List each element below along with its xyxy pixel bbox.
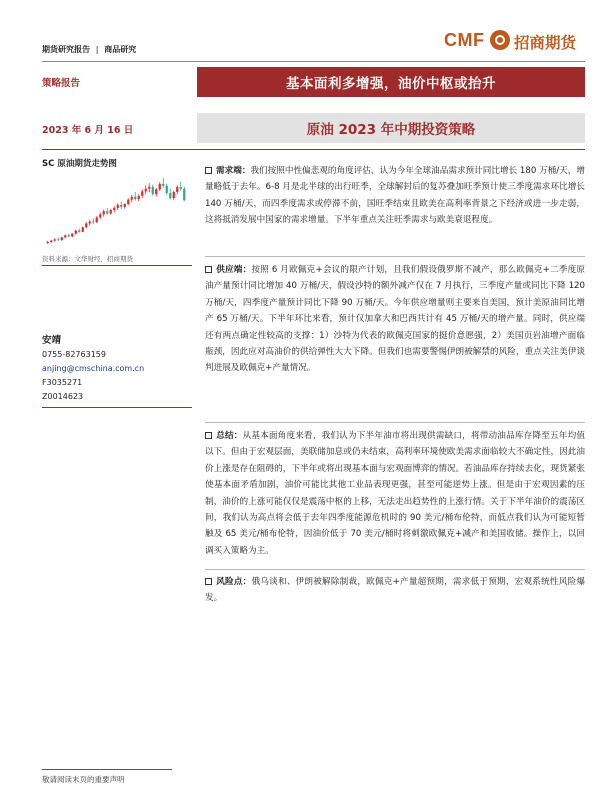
report-date: 2023 年 6 月 16 日 — [42, 125, 134, 136]
candle-body — [92, 222, 94, 223]
candle-body — [169, 193, 171, 198]
candle-body — [47, 242, 49, 243]
candle-body — [120, 205, 122, 207]
candle-body — [176, 187, 178, 192]
title-bar — [197, 113, 585, 143]
author-phone: 0755-82763159 — [42, 350, 106, 359]
candle-body — [159, 184, 161, 189]
brand-cmf-text: CMF — [444, 30, 485, 50]
point-text: 按照 6 月欧佩克+会议的限产计划，且我们假设俄罗斯不减产，那么欧佩克+二季度原油产量预计同比增加 40 万桶/天，假设沙特的额外减产仅在 7 月执行，三季度产量或同比下降 120 万桶/天，四季度产量预计同比下降 90 万桶/天。今年供应增量则主要来自美国，预计美原油同比增产 65 万桶/天。下半年环比来看，预计仅加拿大和巴西共计有 45 万桶/天的增产量。同时，供应端还有两点确定性较高的支撑：1）沙特为代表的欧佩克国家的挺价意愿强，2）美国页岩油增产面临瓶颈，因此应对高油价的供给弹性大大下降。但我们也需要警惕伊朗被解禁的风险，重点关注美伊谈判进展及欧佩克+产量情况。 — [205, 265, 585, 374]
report-title: 原油 2023 年中期投资策略 — [306, 122, 476, 138]
brand-emblem-inner-icon — [495, 35, 505, 45]
breadcrumb-separator: | — [95, 45, 99, 54]
header-divider — [42, 61, 585, 62]
point-divider-2 — [205, 422, 585, 423]
author-name: 安靖 — [42, 335, 62, 346]
point-text: 我们按照中性偏悲观的角度评估，认为今年全球油品需求预计同比增长 180 万桶/天，增量略低于去年。6-8 月是北半球的出行旺季，全球解封后的复苏叠加旺季预计使三季度需求环比增长 140 万桶/天，而四季度需求或停滞不前，国旺季结束且欧美在高利率背景之下经济或进一步走弱，这将抵消发展中国家的需求增量。下半年重点关注旺季需求与欧美衰退程度。 — [205, 166, 585, 226]
candle-body — [64, 235, 66, 237]
candle-body — [89, 222, 91, 224]
candle-body — [106, 211, 108, 213]
candle-body — [78, 231, 80, 232]
candle-body — [134, 197, 136, 199]
headline-text: 基本面利多增强，油价中枢或抬升 — [286, 76, 496, 92]
checkbox-bullet-icon — [205, 167, 212, 174]
candle-body — [110, 210, 112, 214]
candle-body — [82, 227, 84, 232]
chart-background — [42, 172, 190, 250]
point-divider-1 — [205, 256, 585, 257]
candle-body — [54, 239, 56, 240]
candle-body — [85, 223, 87, 227]
candle-body — [152, 187, 154, 194]
candle-body — [127, 200, 129, 204]
candle-body — [96, 217, 98, 222]
candle-body — [141, 191, 143, 195]
sc-crude-chart — [42, 172, 190, 250]
candle-body — [99, 214, 101, 217]
point-divider-3 — [205, 569, 585, 570]
candle-body — [138, 196, 140, 199]
point-risk — [205, 574, 585, 607]
candle-body — [180, 187, 182, 189]
point-label: 供应端： — [216, 265, 252, 275]
candle-body — [113, 208, 115, 210]
candle-body — [75, 231, 77, 234]
candle-body — [61, 237, 63, 240]
candle-body — [57, 239, 59, 240]
candle-body — [148, 187, 150, 189]
footer-disclaimer[interactable]: 敬请阅读末页的重要声明 — [42, 775, 125, 784]
candle-body — [50, 241, 52, 242]
candle-body — [155, 189, 157, 194]
point-label: 总结： — [216, 431, 243, 441]
candle-body — [71, 234, 73, 237]
candle-body — [183, 189, 185, 200]
candle-body — [103, 211, 105, 214]
checkbox-bullet-icon — [205, 266, 212, 273]
title-divider — [42, 149, 585, 150]
license-number-1: F3035271 — [42, 378, 83, 387]
brand-logo — [444, 29, 584, 55]
breadcrumb-left: 期货研究报告 — [42, 45, 90, 54]
chart-title: SC 原油期货走势图 — [42, 159, 117, 169]
point-demand — [205, 163, 585, 229]
sidebar-divider-1 — [42, 265, 192, 266]
candle-body — [145, 189, 147, 192]
breadcrumb-right: 商品研究 — [104, 45, 137, 54]
breadcrumb — [42, 44, 136, 55]
candle-body — [117, 205, 119, 208]
point-text: 从基本面角度来看，我们认为下半年油市将出现供需缺口，将带动油品库存降至五年均值以下。但由于宏观层面，美联储加息或仍未结束，高利率环境使欧美需求面临较大不确定性，因此油价上涨是存在阻碍的，下半年或将出现基本面与宏观面博弈的情况。若油品库存持续去化，现货紧张使基本面矛盾加剧，油价可能比其他工业品表现更强，甚至可能逆势上涨。但是由于宏观因素的压制，油价的上涨可能仅仅是震荡中枢的上移，无法走出趋势性的上涨行情。关于下半年油价的震荡区间，我们认为高点将会低于去年四季度能源危机时的 90 美元/桶布伦特，而低点我们认为可能短暂触及 65 美元/桶布伦特，因油价低于 70 美元/桶时将刺激欧佩克+减产和美国收储。操作上，以回调买入策略为主。 — [205, 431, 585, 556]
checkbox-bullet-icon — [205, 432, 212, 439]
point-summary — [205, 428, 585, 559]
point-label: 风险点： — [216, 577, 252, 587]
candle-body — [173, 192, 175, 198]
candle-body — [68, 235, 70, 236]
candle-body — [124, 204, 126, 207]
brand-name-text: 招商期货 — [514, 34, 577, 52]
candle-body — [166, 186, 168, 193]
footer-divider — [42, 769, 172, 770]
headline-banner — [197, 67, 585, 97]
candle-body — [131, 197, 133, 200]
author-email[interactable]: anjing@cmschina.com.cn — [42, 364, 145, 373]
category-label: 策略报告 — [42, 78, 81, 89]
sidebar-divider-2 — [42, 407, 192, 408]
point-label: 需求端： — [216, 166, 251, 176]
license-number-2: Z0014623 — [42, 392, 84, 401]
checkbox-bullet-icon — [205, 578, 212, 585]
candle-body — [162, 184, 164, 186]
point-text: 俄乌谈和、伊朗被解除制裁，欧佩克+产量超预期，需求低于预期，宏观系统性风险爆发。 — [205, 577, 585, 604]
point-supply — [205, 262, 585, 377]
chart-source: 资料来源：文华财经，招商期货 — [42, 255, 133, 263]
